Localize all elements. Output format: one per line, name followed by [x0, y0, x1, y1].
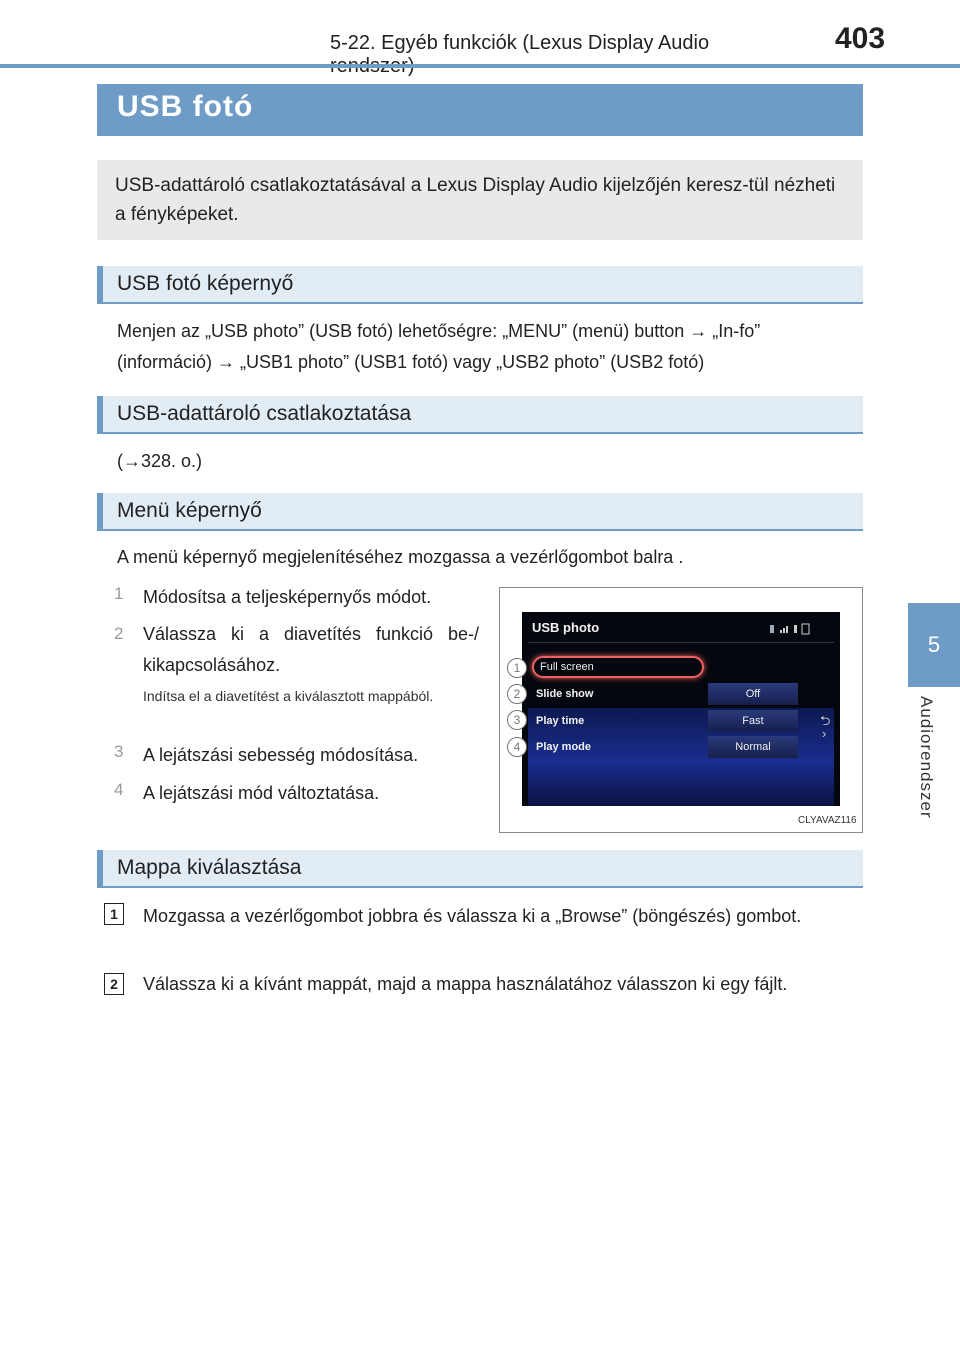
item-number: 3: [114, 742, 124, 761]
section-heading-screen: [97, 266, 863, 304]
row-label: Full screen: [540, 661, 594, 673]
list-item: A lejátszási sebesség módosítása.: [143, 745, 419, 765]
chapter-label: Audiorendszer: [917, 696, 936, 819]
section-heading-text: USB-adattároló csatlakoztatása: [117, 402, 412, 425]
section-heading-text: USB fotó képernyő: [117, 272, 294, 295]
callout-2: 2: [507, 684, 527, 704]
page-title-bar: [97, 84, 863, 136]
intro-text: USB-adattároló csatlakoztatásával a Lexus Display Audio kijelzőjén keresz-tül nézheti a fényképeket.: [115, 175, 836, 225]
item-number: 4: [114, 780, 124, 799]
item-number: 2: [114, 624, 124, 643]
step-number: 1: [104, 903, 124, 925]
row-value[interactable]: Normal: [708, 736, 798, 758]
row-value[interactable]: Fast: [708, 710, 798, 732]
list-item: Módosítsa a teljesképernyős módot.: [143, 587, 432, 607]
chapter-label-wrap: [916, 696, 940, 846]
list-item: A lejátszási mód változtatása.: [143, 783, 380, 803]
full-screen-row[interactable]: [532, 656, 704, 678]
section-heading-text: Mappa kiválasztása: [117, 856, 302, 879]
section-text-connect: (→328. o.): [117, 451, 203, 471]
back-icon[interactable]: ⮌: [820, 713, 831, 728]
status-icons: [770, 622, 816, 634]
page-title: USB fotó: [117, 90, 254, 123]
section-heading-text: Menü képernyő: [117, 499, 262, 522]
chevron-right-icon[interactable]: ›: [822, 726, 827, 741]
running-header: 5-22. Egyéb funkciók (Lexus Display Audio: [330, 32, 710, 54]
section-heading-folder: [97, 850, 863, 888]
section-text-menu: A menü képernyő megjelenítéséhez mozgassa a vezérlőgombot balra .: [117, 547, 684, 567]
row-label[interactable]: Slide show: [536, 688, 594, 700]
callout-3: 3: [507, 710, 527, 730]
row-label[interactable]: Play time: [536, 715, 585, 727]
figure-code: CLYAVAZ116: [798, 815, 857, 826]
list-item: Válassza ki a diavetítés funkció be-/ kikapcsolásához.: [143, 624, 479, 675]
usb-photo-screen: [522, 612, 840, 806]
intro-box: [97, 160, 863, 240]
callout-4: 4: [507, 737, 527, 757]
page-number: 403: [835, 22, 886, 55]
header-rule: [0, 64, 960, 68]
screen-title: USB photo: [532, 620, 600, 635]
step-text: Mozgassa a vezérlőgombot jobbra és válassza ki a „Browse” (böngészés) gombot.: [143, 906, 802, 926]
section-heading-menu: [97, 493, 863, 531]
row-label[interactable]: Play mode: [536, 741, 592, 753]
chapter-tab: [908, 603, 960, 687]
list-item-note: Indítsa el a diavetítést a kiválasztott mappából.: [143, 688, 434, 704]
screen-divider: [528, 642, 834, 643]
section-heading-connect: [97, 396, 863, 434]
chapter-number: 5: [927, 632, 941, 657]
step-number: 2: [104, 973, 124, 995]
step-text: Válassza ki a kívánt mappát, majd a mappa használatához válasszon ki egy fájlt.: [143, 974, 788, 994]
row-value[interactable]: Off: [708, 683, 798, 705]
callout-1: 1: [507, 658, 527, 678]
item-number: 1: [114, 584, 124, 603]
section-text-screen: Menjen az „USB photo” (USB fotó) lehetőségre: „MENU” (menü) button → „In-fo” (információ) → „USB1 photo” (USB1 fotó) vagy „USB2 photo” (USB2 fotó): [117, 321, 761, 372]
